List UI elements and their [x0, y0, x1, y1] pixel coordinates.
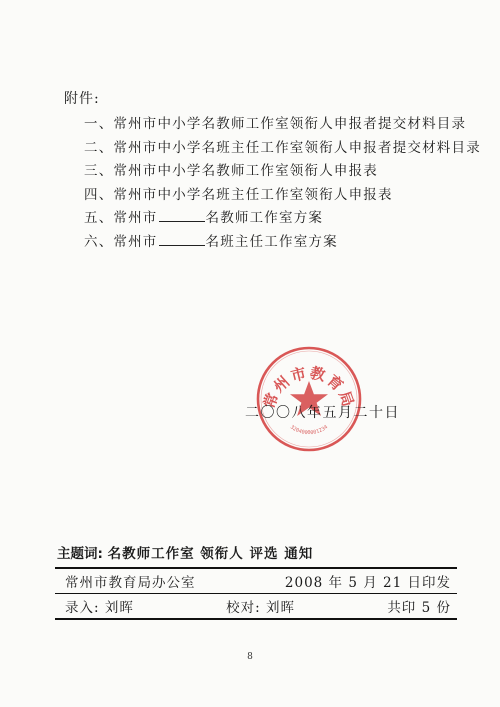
attachment-item: [84, 230, 481, 254]
fill-in-blank: [159, 209, 205, 222]
attachment-item: [84, 206, 481, 230]
keywords-line: [55, 541, 457, 567]
attachment-suffix: 名班主任工作室方案: [205, 233, 338, 250]
copies-count: 共印 5 份: [387, 600, 451, 616]
proofread-credit: 校对: 刘晖: [226, 600, 295, 616]
keywords-label: 主题词:: [57, 546, 103, 562]
attachment-item: 四、常州市中小学名班主任工作室领衔人申报表: [84, 186, 393, 203]
fill-in-blank: [159, 233, 205, 246]
issue-row: [55, 569, 457, 593]
attachment-prefix: 六、常州市: [84, 233, 158, 250]
document-footer: [55, 541, 457, 620]
attachment-prefix: 五、常州市: [84, 210, 158, 226]
page-number: 8: [247, 652, 253, 662]
attachment-item: 二、常州市中小学名班主任工作室领衔人申报者提交材料目录: [84, 139, 481, 156]
attachment-item: 三、常州市中小学名教师工作室领衔人申报表: [84, 163, 378, 179]
entry-credit: 录入: 刘晖: [65, 600, 134, 616]
attachment-suffix: 名教师工作室方案: [205, 210, 324, 226]
footer-rule: [55, 618, 457, 620]
issuer: 常州市教育局办公室: [65, 575, 196, 591]
keywords-value: 名教师工作室 领衔人 评选 通知: [107, 546, 314, 562]
attachment-item: 一、常州市中小学名教师工作室领衔人申报者提交材料目录: [84, 116, 467, 132]
seal-serial: 3204000001234: [288, 424, 330, 437]
document-date: 二〇〇八年五月二十日: [245, 405, 400, 421]
credits-row: [55, 594, 457, 618]
attachments-list: [84, 112, 481, 253]
seal-text: 常州市教育局: [260, 363, 358, 411]
issue-date: 2008 年 5 月 21 日印发: [284, 575, 451, 591]
attachments-heading: 附件:: [64, 91, 100, 107]
official-seal-stamp: [255, 345, 363, 453]
svg-text:3204000001234: [289, 424, 329, 436]
